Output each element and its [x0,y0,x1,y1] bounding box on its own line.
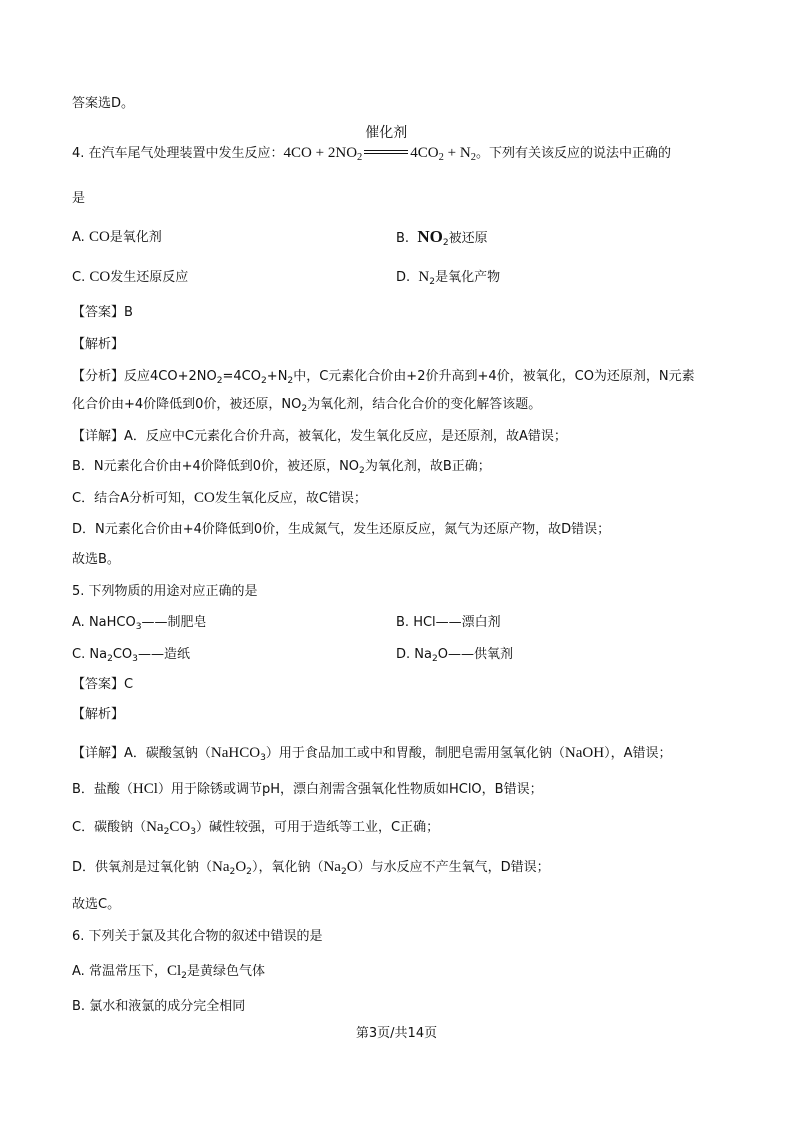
q5-option-d: D. $Na_2O——$供氧剂 [396,647,514,664]
q4-option-b: B. $NO_2$被还原 [396,227,488,248]
q4-stem-cont: 是 [72,191,86,206]
question-6-stem: 6. 下列关于氯及其化合物的叙述中错误的是 [72,929,323,944]
q5-xiangjie-a: 【详解】A．碳酸氢钠（NaHCO$_3$）用于食品加工或中和胃酸，制肥皂需用氢氧化钠（NaOH），A错误； [72,745,672,763]
q5-answer: 【答案】C [72,677,134,692]
reaction-arrow [364,148,408,156]
q4-conclusion: 故选B。 [72,552,120,567]
q4-fenxi-line-2: 化合价由+4价降低到0价，被还原，$NO_2$为氧化剂，结合化合价的变化解答该题。 [72,397,542,414]
q4-xiangjie-a: 【详解】A．反应中C元素化合价升高，被氧化，发生氧化反应，是还原剂，故A错误； [72,429,567,444]
q4-stem-after: 。下列有关该反应的说法中正确的 [475,146,671,161]
q4-option-a: A. CO是氧化剂 [72,229,162,245]
catalyst-label: 催化剂 [365,126,408,141]
q5-option-a: A. NaHCO$_3$——制肥皂 [72,615,207,632]
q4-option-d: D. $N_2$是氧化产物 [396,269,501,287]
q6-option-b: B. 氯水和液氯的成分完全相同 [72,999,246,1014]
q5-analysis-tag: 【解析】 [72,707,125,722]
q4-stem-before: 4. 在汽车尾气处理装置中发生反应： [72,146,284,161]
q5-xiangjie-d: D．供氧剂是过氧化钠$(Na_2O_2)$，氧化钠$(Na_2O)$与水反应不产生氧气，D错误； [72,859,550,877]
q4-xiangjie-c: C．结合A分析可知，CO发生氧化反应，故C错误； [72,490,367,506]
q4-option-c: C. CO发生还原反应 [72,269,189,285]
q4-xiangjie-d: D．N元素化合价由+4价降低到0价，生成氮气，发生还原反应，氮气为还原产物，故D错误； [72,522,611,537]
question-5-stem: 5. 下列物质的用途对应正确的是 [72,584,258,599]
q4-equation: $4CO + 2NO_2$ 催化剂 $4CO_2 + N_2$ [283,126,476,163]
q5-conclusion: 故选C。 [72,897,121,912]
q6-option-a: A. 常温常压下，$Cl_2$是黄绿色气体 [72,963,265,981]
q4-answer: 【答案】B [72,305,133,320]
question-4-stem [72,126,671,163]
page-footer: 第3页/共14页 [355,1026,438,1041]
previous-answer-text: 答案选D。 [72,96,135,111]
q4-fenxi-line-1: 【分析】反应$4CO+2NO_2=4CO_2+N_2$中，C元素化合价由+2价升高到+4价，被氧化，CO为还原剂，N元素 [72,369,695,386]
q5-option-b: B. HCl——漂白剂 [396,615,501,630]
q4-analysis-tag: 【解析】 [72,337,125,352]
q5-xiangjie-c: C．碳酸钠$(Na_2CO_3)$碱性较强，可用于造纸等工业，C正确； [72,819,440,837]
q5-option-c: C. $Na_2CO_3——$造纸 [72,647,190,664]
q4-xiangjie-b: B．N元素化合价由+4价降低到0价，被还原，$NO_2$为氧化剂，故B正确； [72,459,491,476]
q5-xiangjie-b: B．盐酸（HCl）用于除锈或调节pH，漂白剂需含强氧化性物质如HClO，B错误； [72,781,543,797]
